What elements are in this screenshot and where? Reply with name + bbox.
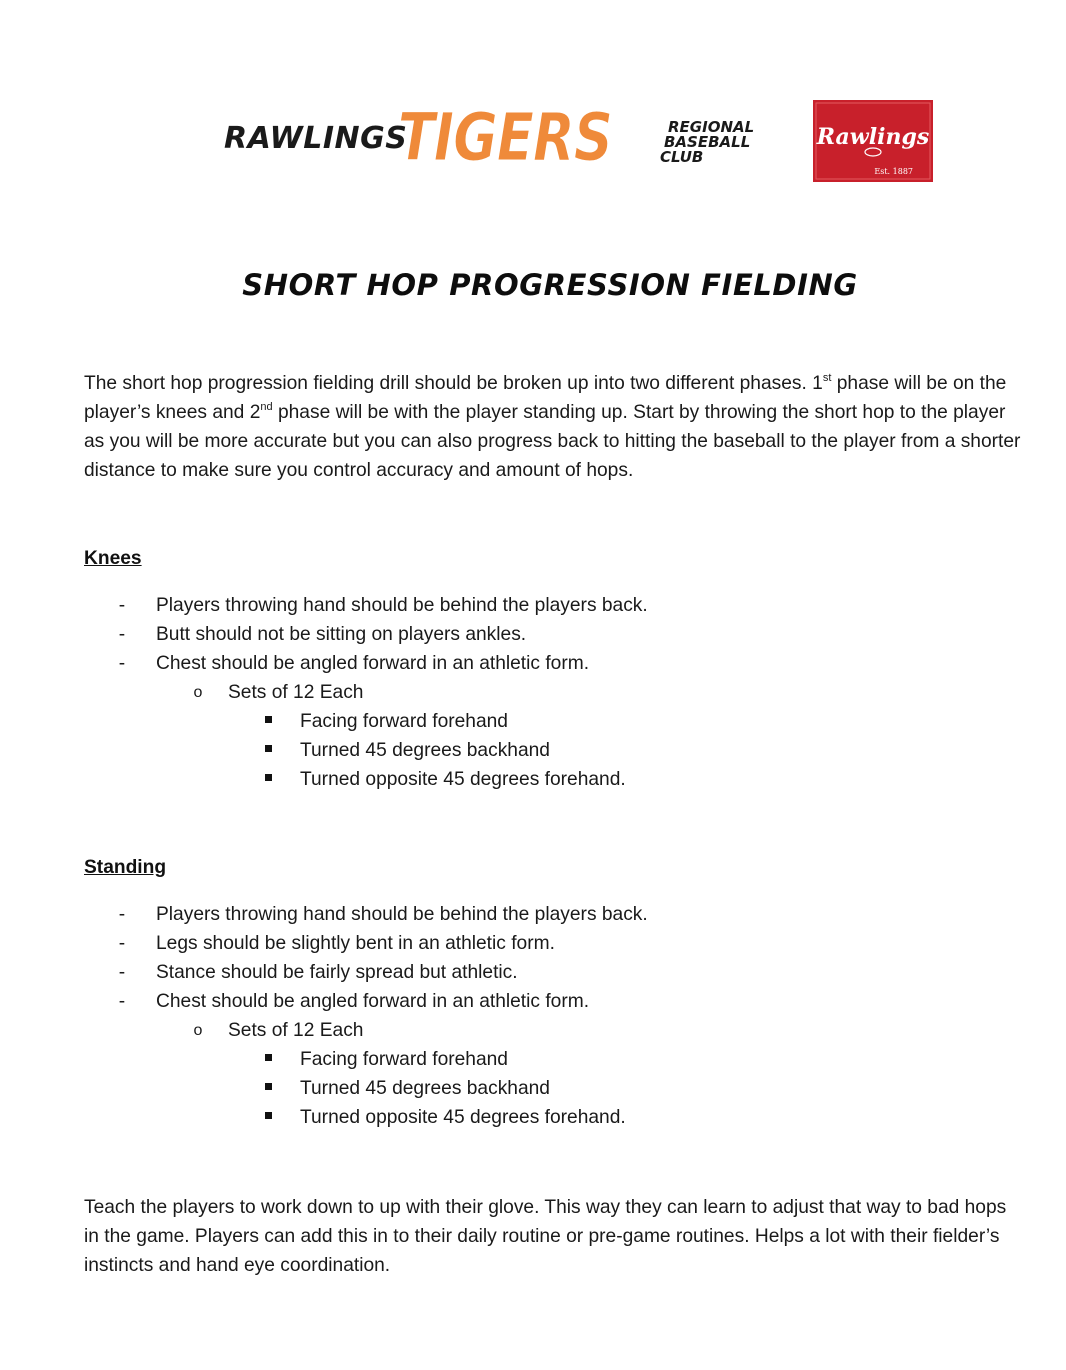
square-bullet-icon [258,1045,278,1074]
badge-est-text: Est. 1887 [874,167,913,176]
intro-sup-st: st [822,371,832,384]
circle-bullet-icon: o [193,684,203,701]
list-item [0,678,1066,707]
list-item-text: Chest should be angled forward in an athletic form. [156,653,590,674]
square-bullet-icon [258,736,278,765]
square-bullet-icon [258,1074,278,1103]
list-item-text: Players throwing hand should be behind the players back. [156,904,648,925]
standing-heading: Standing [84,857,167,878]
list-item-text: Turned opposite 45 degrees forehand. [300,769,626,790]
list-item [0,987,1066,1016]
dash-bullet: - [118,595,126,616]
list-item [0,1045,1066,1074]
list-item-text: Stance should be fairly spread but athletic. [156,962,518,983]
list-item-text: Turned opposite 45 degrees forehand. [300,1107,626,1128]
intro-sup-nd: nd [260,400,273,413]
square-bullet-icon [258,707,278,736]
list-item [0,736,1066,765]
list-item-text: Turned 45 degrees backhand [300,1078,550,1099]
rawlings-tigers-logo [224,96,772,176]
dash-bullet: - [118,904,126,925]
list-item [0,1074,1066,1103]
list-item [0,1016,1066,1045]
list-item-text: Facing forward forehand [300,711,508,732]
knees-heading: Knees [84,548,142,569]
list-item [0,929,1066,958]
dash-bullet: - [118,962,126,983]
page-title: SHORT HOP PROGRESSION FIELDING [242,268,858,302]
logo-regional-word: REGIONAL [668,118,755,136]
square-bullet-icon [258,765,278,794]
list-item [0,765,1066,794]
badge-script-text: Rawlings [816,124,930,150]
intro-paragraph [84,369,1024,485]
list-item-text: Chest should be angled forward in an athletic form. [156,991,590,1012]
logo-tigers-word: TIGERS [397,99,612,176]
header-logos [0,92,1066,192]
list-item [0,649,1066,678]
list-item [0,591,1066,620]
logo-rawlings-word: RAWLINGS [224,121,408,156]
list-item [0,620,1066,649]
list-item-text: Players throwing hand should be behind the players back. [156,595,648,616]
list-item-text: Sets of 12 Each [228,1020,364,1041]
list-item-text: Turned 45 degrees backhand [300,740,550,761]
logo-club-word: CLUB [660,148,704,166]
dash-bullet: - [118,933,126,954]
intro-text-2: phase will be on the player’s knees and 2 [84,373,1007,423]
rawlings-badge-logo [813,100,933,182]
dash-bullet: - [118,991,126,1012]
dash-bullet: - [118,624,126,645]
circle-bullet-icon: o [193,1022,203,1039]
logo-baseball-word: BASEBALL [664,133,751,151]
list-item-text: Butt should not be sitting on players ankles. [156,624,527,645]
list-item [0,1103,1066,1132]
standing-list [0,900,1066,1132]
intro-text-3: phase will be with the player standing up. Start by throwing the short hop to the player as you will be more accurate but you can also progress back to hitting the baseball to the player from a shorter distance to make sure you control accuracy and amount of hops. [84,402,1021,481]
list-item [0,900,1066,929]
list-item-text: Sets of 12 Each [228,682,364,703]
list-item [0,958,1066,987]
knees-list [0,591,1066,794]
closing-paragraph: Teach the players to work down to up with their glove. This way they can learn to adjust that way to bad hops in the game. Players can add this in to their daily routine or pre-game routines. Helps a lot with their fielder’s instincts and hand eye coordination. [84,1197,1007,1276]
intro-text-1: The short hop progression fielding drill should be broken up into two different phases. 1 [84,373,823,394]
list-item-text: Facing forward forehand [300,1049,508,1070]
square-bullet-icon [258,1103,278,1132]
list-item-text: Legs should be slightly bent in an athletic form. [156,933,555,954]
list-item [0,707,1066,736]
dash-bullet: - [118,653,126,674]
